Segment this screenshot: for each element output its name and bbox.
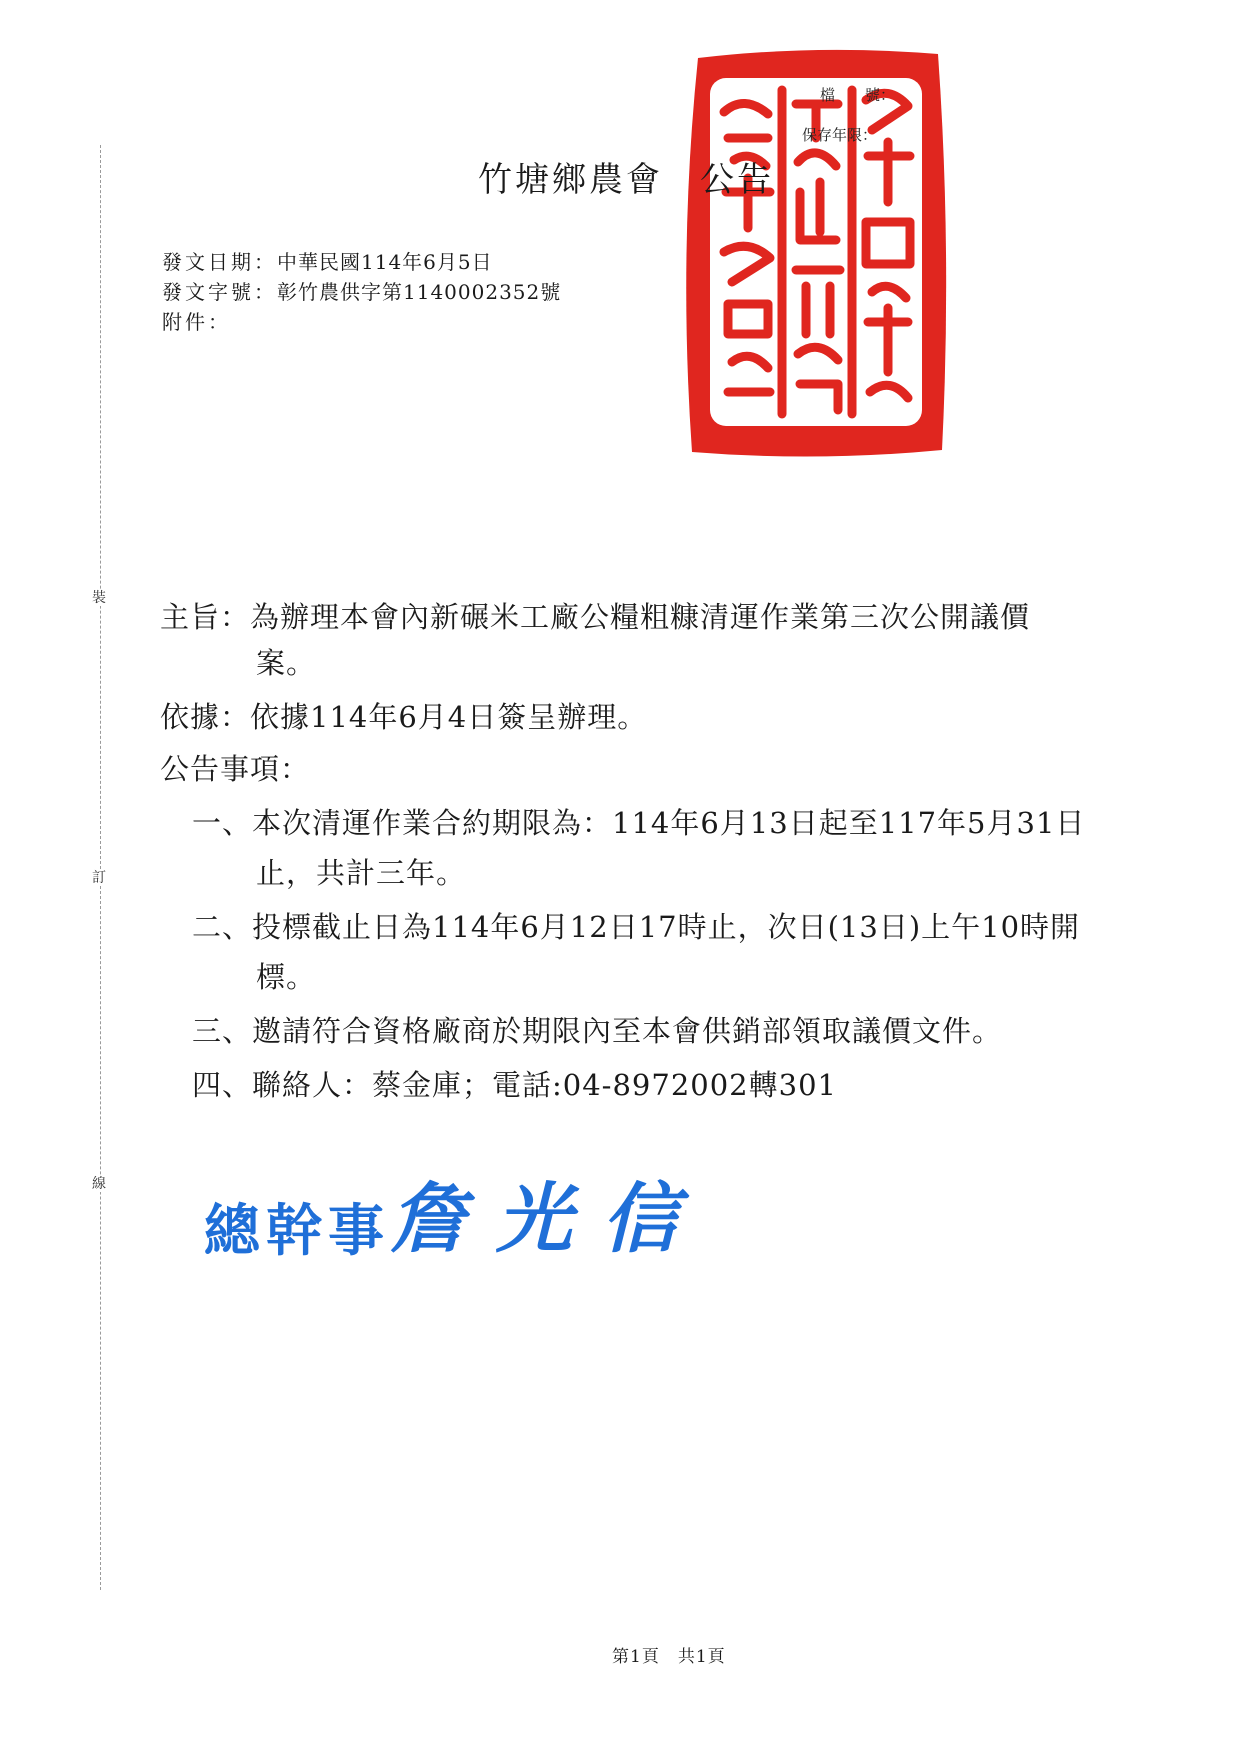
subject-line-1: 主旨：為辦理本會內新碾米工廠公糧粗糠清運作業第三次公開議價	[160, 600, 1031, 634]
reference-number-label: 發文字號：	[162, 280, 277, 304]
binding-line	[100, 145, 101, 1590]
general-manager-signature-stamp	[204, 1158, 708, 1267]
signature-role: 總幹事	[204, 1199, 390, 1264]
reference-number-row	[162, 278, 561, 306]
item-3-line: 三、邀請符合資格廠商於期限內至本會供銷部領取議價文件。	[192, 1014, 1003, 1048]
notice-items-heading: 公告事項：	[160, 752, 311, 786]
item-1-line-1: 一、本次清運作業合約期限為：114年6月13日起至117年5月31日	[192, 806, 1086, 840]
issue-date-row	[162, 248, 493, 276]
issue-date-label: 發文日期：	[162, 250, 277, 274]
binding-mark-xian: 線	[92, 1176, 106, 1192]
binding-mark-ding: 訂	[92, 870, 106, 886]
official-seal	[676, 42, 956, 462]
item-2-line-1: 二、投標截止日為114年6月12日17時止，次日(13日)上午10時開	[192, 910, 1081, 944]
issue-date-value: 中華民國114年6月5日	[277, 250, 493, 274]
retention-period-label: 保存年限：	[802, 126, 878, 144]
attachment-row	[162, 308, 231, 336]
page-number: 第1頁 共1頁	[612, 1647, 726, 1667]
attachment-label: 附件：	[162, 310, 231, 334]
signature-name: 詹光信	[390, 1174, 708, 1263]
item-2-line-2: 標。	[256, 960, 317, 994]
item-1-line-2: 止，共計三年。	[256, 856, 467, 890]
document-title: 竹塘鄉農會 公告	[478, 160, 774, 200]
archive-number-label: 檔 號：	[820, 86, 896, 104]
item-4-line: 四、聯絡人：蔡金庫；電話:04-8972002轉301	[192, 1068, 837, 1102]
subject-line-2: 案。	[256, 646, 317, 680]
binding-mark-zhuang: 裝	[92, 590, 106, 606]
reference-number-value: 彰竹農供字第1140002352號	[277, 280, 562, 304]
basis-line: 依據：依據114年6月4日簽呈辦理。	[160, 700, 648, 734]
